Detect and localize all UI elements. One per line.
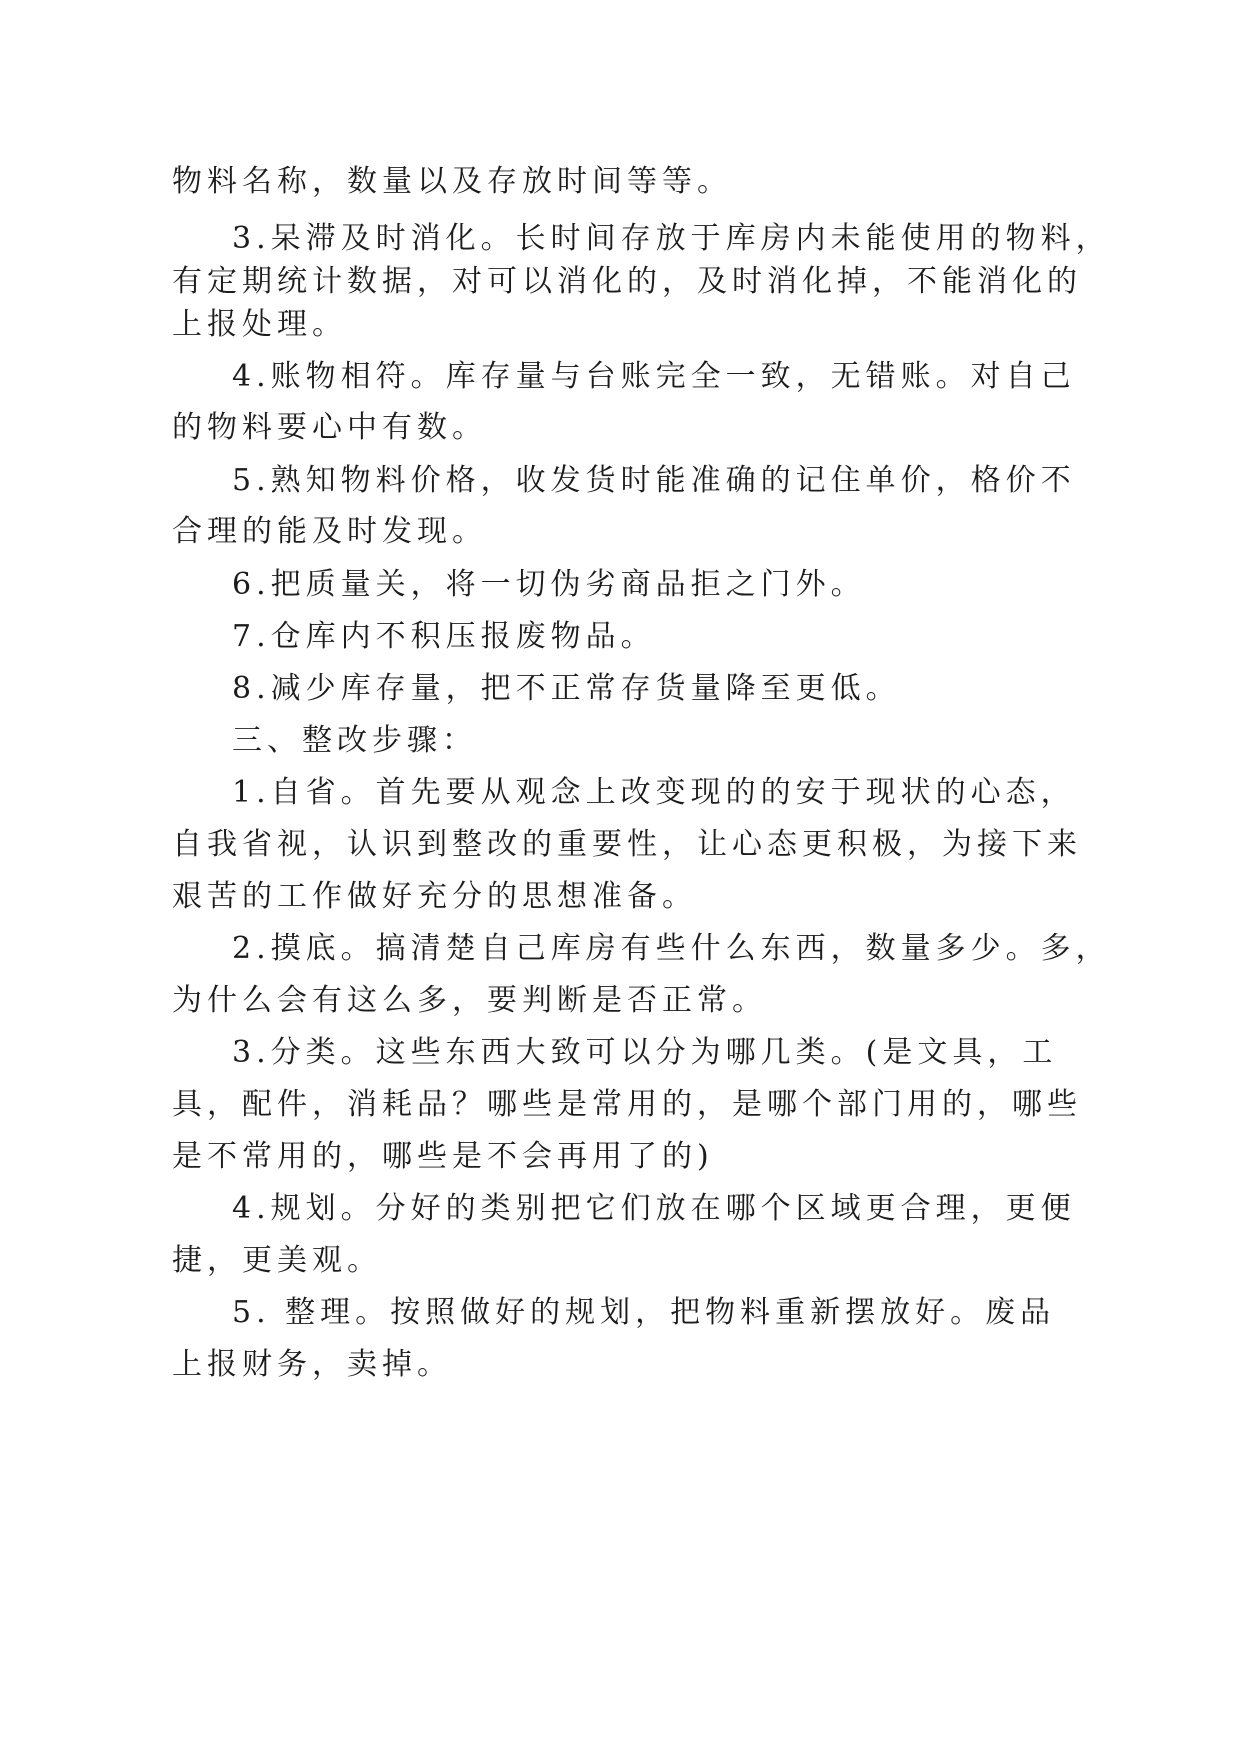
text-line: 是不常用的，哪些是不会再用了的): [172, 1139, 714, 1174]
text-line: 自我省视，认识到整改的重要性，让心态更积极，为接下来: [172, 827, 1082, 862]
text-line: 合理的能及时发现。: [172, 514, 487, 549]
text-line: 5.熟知物料价格，收发货时能准确的记住单价，格价不: [232, 463, 1076, 498]
text-line: 3.分类。这些东西大致可以分为哪几类。(是文具，工: [232, 1035, 1058, 1070]
text-line: 有定期统计数据，对可以消化的，及时消化掉，不能消化的: [172, 264, 1082, 299]
text-line: 艰苦的工作做好充分的思想准备。: [172, 879, 697, 914]
text-line: 8.减少库存量，把不正常存货量降至更低。: [232, 671, 901, 706]
text-line: 物料名称，数量以及存放时间等等。: [172, 164, 732, 199]
text-line: 1.自省。首先要从观念上改变现的的安于现状的心态，: [232, 775, 1076, 810]
text-line: 上报处理。: [172, 307, 347, 342]
text-line: 7.仓库内不积压报废物品。: [232, 619, 656, 654]
text-line: 捷，更美观。: [172, 1243, 382, 1278]
text-line: 6.把质量关，将一切伪劣商品拒之门外。: [232, 567, 866, 602]
text-line: 上报财务，卖掉。: [172, 1347, 452, 1382]
text-line: 的物料要心中有数。: [172, 410, 487, 445]
text-line: 4.账物相符。库存量与台账完全一致，无错账。对自己: [232, 359, 1076, 394]
text-line: 5. 整理。按照做好的规划，把物料重新摆放好。废品: [232, 1295, 1056, 1330]
text-line: 具，配件，消耗品？哪些是常用的，是哪个部门用的，哪些: [172, 1087, 1082, 1122]
section-heading: 三、整改步骤：: [232, 723, 477, 758]
text-line: 4.规划。分好的类别把它们放在哪个区域更合理，更便: [232, 1191, 1076, 1226]
text-line: 3.呆滞及时消化。长时间存放于库房内未能使用的物料，: [232, 221, 1111, 256]
text-line: 2.摸底。搞清楚自己库房有些什么东西，数量多少。多，: [232, 931, 1111, 966]
text-line: 为什么会有这么多，要判断是否正常。: [172, 983, 767, 1018]
